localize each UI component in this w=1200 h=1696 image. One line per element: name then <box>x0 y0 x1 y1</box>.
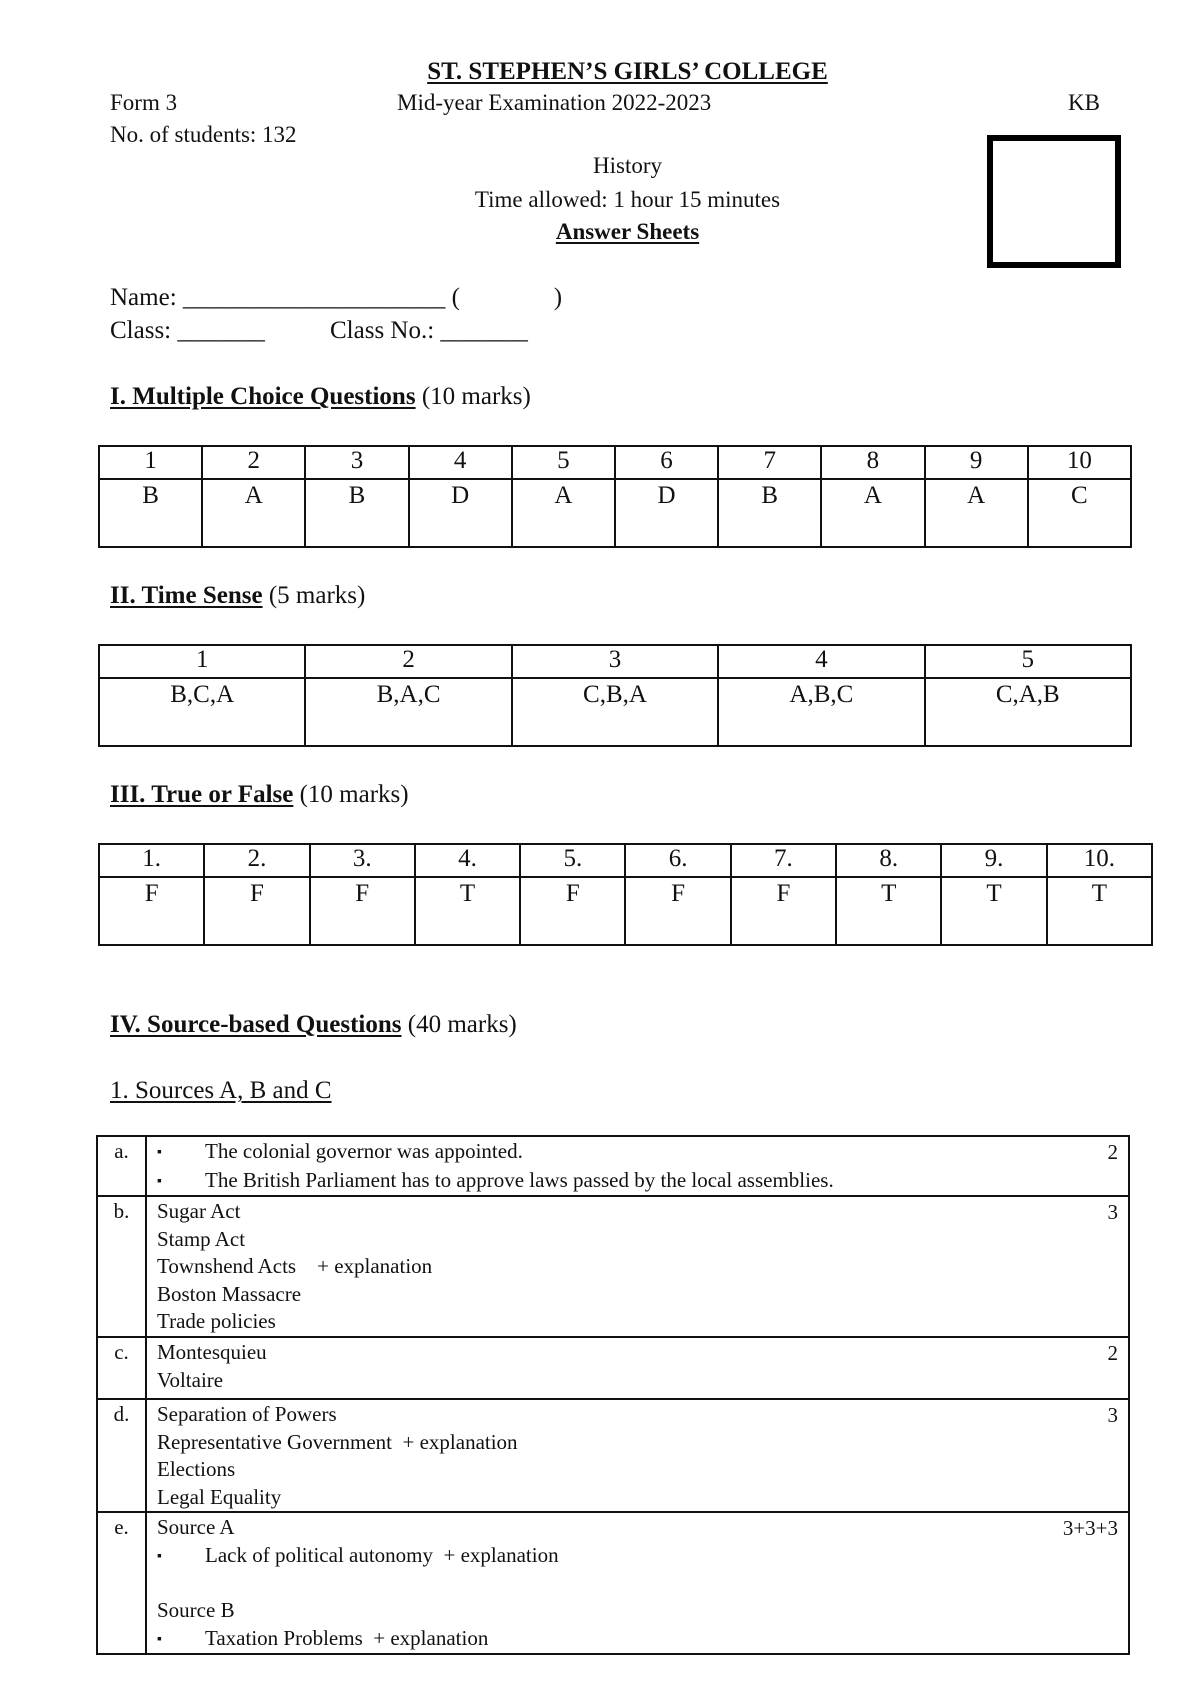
mc-number: 9 <box>925 446 1028 479</box>
tf-number: 8. <box>836 844 941 877</box>
tf-answer: T <box>1047 877 1152 945</box>
ts-number: 2 <box>305 645 511 678</box>
mc-answer: A <box>512 479 615 547</box>
mark-value: 3 <box>1107 1403 1118 1427</box>
mc-number: 10 <box>1028 446 1131 479</box>
answer-line: Townshend Acts + explanation <box>157 1254 433 1278</box>
mc-number: 5 <box>512 446 615 479</box>
subject-label: History <box>593 153 662 178</box>
mc-answer: B <box>718 479 821 547</box>
student-count: No. of students: 132 <box>110 122 297 147</box>
answer-line: Montesquieu <box>157 1340 267 1364</box>
section2-marks: (5 marks) <box>262 582 366 609</box>
mc-number: 8 <box>821 446 924 479</box>
mc-answer: B <box>99 479 202 547</box>
true-false-table <box>98 843 1153 946</box>
ts-number: 1 <box>99 645 305 678</box>
score-box <box>987 135 1121 268</box>
answer-line: ▪ The British Parliament has to approve laws passed by the local assemblies. <box>157 1167 1118 1196</box>
ts-answer: B,C,A <box>99 678 305 746</box>
row-label: e. <box>97 1512 146 1654</box>
answer-line: Elections <box>157 1457 236 1481</box>
tf-number: 4. <box>415 844 520 877</box>
answer-cell <box>146 1399 1129 1512</box>
answer-line: ▪ Lack of political autonomy + explanation <box>157 1542 1118 1571</box>
form-label: Form 3 <box>110 90 178 115</box>
ts-number: 4 <box>718 645 924 678</box>
mark-value: 3+3+3 <box>1062 1516 1118 1540</box>
mc-answer: D <box>615 479 718 547</box>
mc-number: 2 <box>202 446 305 479</box>
tf-number: 3. <box>310 844 415 877</box>
tf-number: 2. <box>204 844 309 877</box>
mc-number: 6 <box>615 446 718 479</box>
mc-answer: D <box>409 479 512 547</box>
row-label: d. <box>97 1399 146 1512</box>
mc-answer: A <box>202 479 305 547</box>
ts-answer: C,B,A <box>512 678 718 746</box>
section4-heading <box>110 1011 517 1039</box>
bullet-icon: ▪ <box>157 1173 162 1189</box>
tf-number: 1. <box>99 844 204 877</box>
answer-line: Sugar Act <box>157 1199 241 1223</box>
answer-line: Legal Equality <box>157 1484 282 1509</box>
bullet-icon: ▪ <box>157 1145 162 1160</box>
tf-answer: F <box>731 877 836 945</box>
answer-line: Voltaire <box>157 1367 224 1392</box>
answer-line: Trade policies <box>157 1309 276 1333</box>
ts-answer: A,B,C <box>718 678 924 746</box>
tf-answer: T <box>941 877 1046 945</box>
spacer <box>157 1570 1118 1597</box>
tf-answer: F <box>204 877 309 945</box>
tf-number: 6. <box>625 844 730 877</box>
mc-number: 1 <box>99 446 202 479</box>
mc-answer-table <box>98 445 1132 548</box>
mc-answer: C <box>1028 479 1131 547</box>
tf-number: 9. <box>941 844 1046 877</box>
answer-line: ▪ The colonial governor was appointed. <box>157 1138 1118 1167</box>
ts-answer: C,A,B <box>925 678 1131 746</box>
time-sense-table <box>98 644 1132 747</box>
ts-number: 3 <box>512 645 718 678</box>
section4-title: IV. Source-based Questions <box>110 1011 402 1038</box>
class-field: Class: _______ <box>110 317 265 344</box>
row-label: a. <box>97 1136 146 1196</box>
mark-value: 2 <box>1107 1140 1118 1164</box>
answer-cell <box>146 1136 1129 1196</box>
answer-line: Source B <box>157 1598 235 1622</box>
mc-answer: A <box>821 479 924 547</box>
section4-subtitle: 1. Sources A, B and C <box>110 1077 332 1104</box>
exam-label: Mid-year Examination 2022-2023 <box>397 90 712 115</box>
answer-line: Stamp Act <box>157 1226 246 1251</box>
answer-line: ▪ Taxation Problems + explanation <box>157 1625 1118 1654</box>
paper-code: KB <box>1068 90 1100 115</box>
tf-answer: T <box>836 877 941 945</box>
ts-answer: B,A,C <box>305 678 511 746</box>
section1-heading <box>110 383 531 411</box>
section1-marks: (10 marks) <box>415 383 531 410</box>
tf-answer: F <box>310 877 415 945</box>
answer-cell <box>146 1196 1129 1337</box>
mc-answer: B <box>305 479 408 547</box>
section2-title: II. Time Sense <box>110 582 263 609</box>
tf-number: 5. <box>520 844 625 877</box>
mc-number: 3 <box>305 446 408 479</box>
tf-answer: F <box>99 877 204 945</box>
bullet-icon: ▪ <box>157 1548 162 1564</box>
section3-marks: (10 marks) <box>293 781 409 808</box>
answer-cell <box>146 1337 1129 1399</box>
answer-line: Separation of Powers <box>157 1402 337 1426</box>
mark-value: 2 <box>1107 1341 1118 1365</box>
name-field: Name: _____________________ ( ) <box>110 284 563 311</box>
mc-number: 7 <box>718 446 821 479</box>
mc-number: 4 <box>409 446 512 479</box>
ts-number: 5 <box>925 645 1131 678</box>
tf-answer: T <box>415 877 520 945</box>
school-name: ST. STEPHEN’S GIRLS’ COLLEGE <box>427 58 828 85</box>
mark-value: 3 <box>1107 1200 1118 1224</box>
answer-cell <box>146 1512 1129 1654</box>
section3-title: III. True or False <box>110 781 294 808</box>
row-label: c. <box>97 1337 146 1399</box>
section1-title: I. Multiple Choice Questions <box>110 383 416 410</box>
time-allowed: Time allowed: 1 hour 15 minutes <box>474 187 781 212</box>
source-answers-table <box>96 1135 1130 1655</box>
section3-heading <box>110 781 409 809</box>
tf-number: 7. <box>731 844 836 877</box>
class-no-field: Class No.: _______ <box>330 317 528 344</box>
answer-line: Representative Government + explanation <box>157 1429 518 1454</box>
section4-marks: (40 marks) <box>401 1011 517 1038</box>
answer-line: Source A <box>157 1515 235 1539</box>
tf-number: 10. <box>1047 844 1152 877</box>
document-title: Answer Sheets <box>555 219 700 244</box>
bullet-icon: ▪ <box>157 1631 162 1647</box>
answer-line: Boston Massacre <box>157 1281 302 1306</box>
tf-answer: F <box>520 877 625 945</box>
section2-heading <box>110 582 365 610</box>
row-label: b. <box>97 1196 146 1337</box>
mc-answer: A <box>925 479 1028 547</box>
tf-answer: F <box>625 877 730 945</box>
